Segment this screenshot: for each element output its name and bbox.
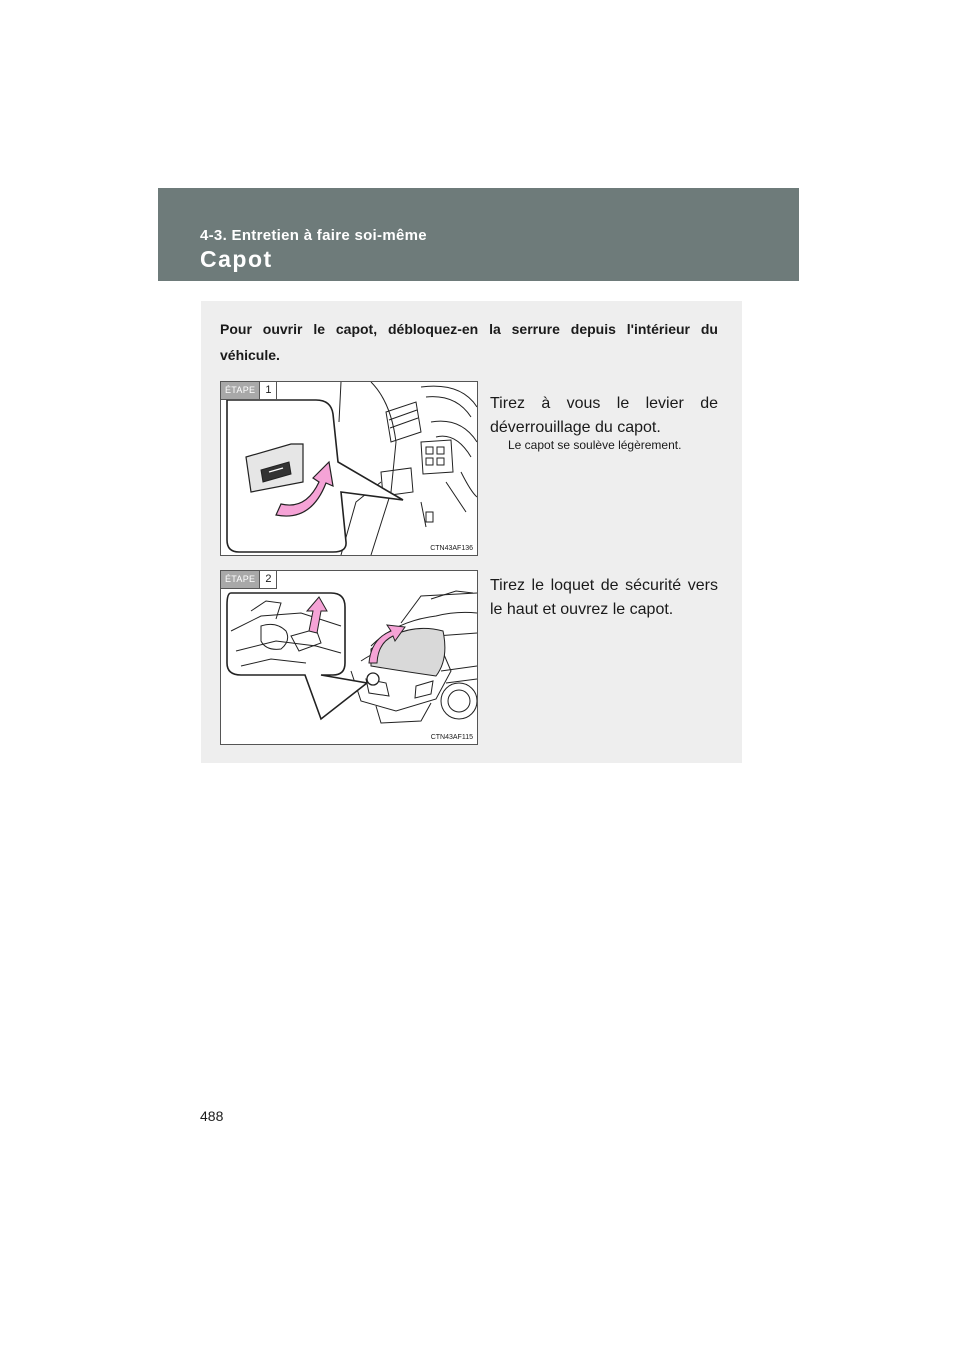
content-panel [201,301,742,763]
safety-catch-illustration [221,571,477,744]
step-label: ÉTAPE [221,382,259,399]
step-number: 2 [259,571,276,588]
page-number: 488 [200,1108,224,1124]
section-header [158,188,799,281]
step-2-instruction: Tirez le loquet de sécurité vers le haut et ouvrez le capot. [490,577,718,618]
figure-code: CTN43AF136 [430,545,473,552]
step-1-badge [221,382,277,400]
step-label: ÉTAPE [221,571,259,588]
step-1-note: Le capot se soulève légèrement. [508,438,682,452]
step-1-figure [220,381,478,556]
section-title: 4-3. Entretien à faire soi-même [200,227,427,244]
step-number: 1 [259,382,276,399]
step-2-badge [221,571,277,589]
figure-code: CTN43AF115 [430,734,473,741]
page-title: Capot [200,246,273,272]
hood-release-lever-illustration [221,382,477,555]
intro-text: Pour ouvrir le capot, débloquez-en la serrure depuis l'intérieur du véhicule. [220,321,718,363]
step-1-instruction: Tirez à vous le levier de déverrouillage du capot. [490,395,718,436]
step-2-figure [220,570,478,745]
